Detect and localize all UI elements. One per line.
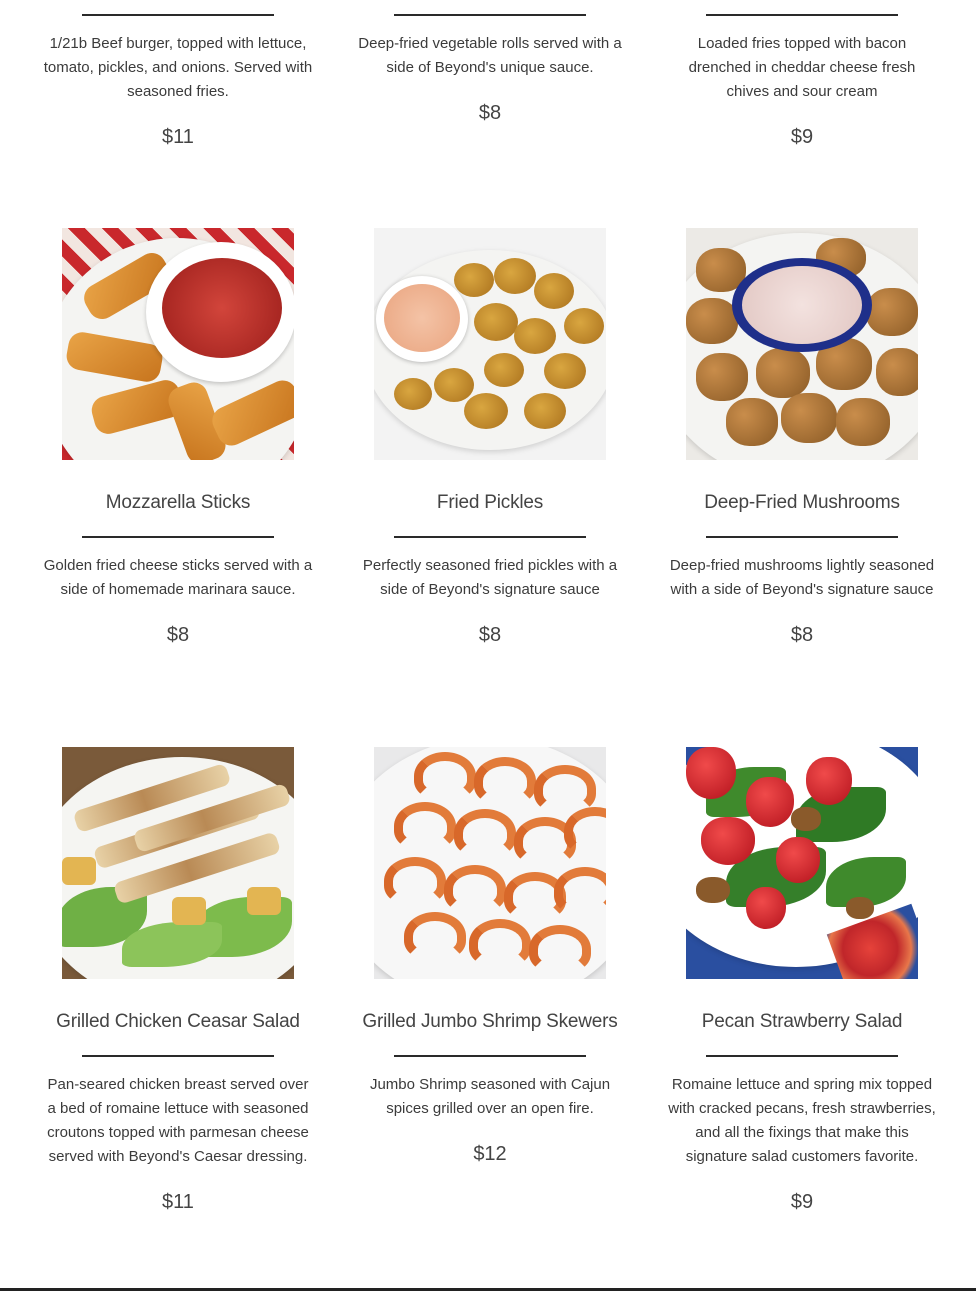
item-description: 1/21b Beef burger, topped with lettuce, tomato, pickles, and onions. Served with seasoned fries. bbox=[43, 35, 313, 100]
item-title: Grilled Jumbo Shrimp Skewers bbox=[362, 1011, 618, 1032]
item-description: Loaded fries topped with bacon drenched in cheddar cheese fresh chives and sour cream bbox=[688, 35, 916, 100]
item-price: $11 bbox=[162, 126, 194, 148]
item-description: Jumbo Shrimp seasoned with Cajun spices grilled over an open fire. bbox=[369, 1076, 611, 1117]
menu-item-fried-mushrooms bbox=[646, 228, 958, 648]
menu-item-strawberry-salad bbox=[646, 747, 958, 1215]
title-divider bbox=[394, 14, 586, 16]
title-divider bbox=[82, 536, 274, 538]
item-price: $8 bbox=[478, 102, 502, 124]
item-description: Perfectly seasoned fried pickles with a side of Beyond's signature sauce bbox=[362, 557, 618, 598]
item-title: Deep-Fried Mushrooms bbox=[704, 492, 900, 513]
title-divider bbox=[706, 14, 898, 16]
title-divider bbox=[394, 536, 586, 538]
item-description: Deep-fried vegetable rolls served with a side of Beyond's unique sauce. bbox=[358, 35, 622, 76]
title-divider bbox=[706, 1055, 898, 1057]
menu-item-fried-pickles bbox=[334, 228, 646, 648]
title-divider bbox=[82, 1055, 274, 1057]
item-title: Pecan Strawberry Salad bbox=[701, 1011, 903, 1032]
fried-pickles-photo bbox=[374, 228, 606, 460]
title-divider bbox=[706, 536, 898, 538]
menu-item-mozzarella-sticks bbox=[22, 228, 334, 648]
caesar-salad-photo bbox=[62, 747, 294, 979]
menu-item-veggie-rolls bbox=[334, 0, 646, 126]
item-description: Deep-fried mushrooms lightly seasoned with a side of Beyond's signature sauce bbox=[669, 557, 935, 598]
item-description: Pan-seared chicken breast served over a bed of romaine lettuce with seasoned croutons topped with parmesan cheese served with Beyond's Caesar dressing. bbox=[47, 1076, 309, 1165]
item-title: Fried Pickles bbox=[436, 492, 544, 513]
menu-item-burger bbox=[22, 0, 334, 150]
fried-mushrooms-photo bbox=[686, 228, 918, 460]
item-price: $12 bbox=[473, 1143, 507, 1165]
item-title: Grilled Chicken Ceasar Salad bbox=[56, 1011, 300, 1032]
item-price: $8 bbox=[166, 624, 190, 646]
mozzarella-sticks-photo bbox=[62, 228, 294, 460]
item-price: $8 bbox=[790, 624, 814, 646]
item-description: Romaine lettuce and spring mix topped with cracked pecans, fresh strawberries, and all the fixings that make this signature salad customers favorite. bbox=[668, 1076, 936, 1165]
item-price: $8 bbox=[478, 624, 502, 646]
shrimp-skewers-photo bbox=[374, 747, 606, 979]
menu-item-caesar-salad bbox=[22, 747, 334, 1215]
title-divider bbox=[394, 1055, 586, 1057]
menu-item-shrimp-skewers bbox=[334, 747, 646, 1167]
item-title: Mozzarella Sticks bbox=[105, 492, 251, 513]
item-description: Golden fried cheese sticks served with a side of homemade marinara sauce. bbox=[43, 557, 313, 598]
strawberry-salad-photo bbox=[686, 747, 918, 979]
item-price: $11 bbox=[162, 1191, 194, 1213]
item-price: $9 bbox=[790, 1191, 814, 1213]
item-price: $9 bbox=[790, 126, 814, 148]
title-divider bbox=[82, 14, 274, 16]
menu-item-loaded-fries bbox=[646, 0, 958, 150]
